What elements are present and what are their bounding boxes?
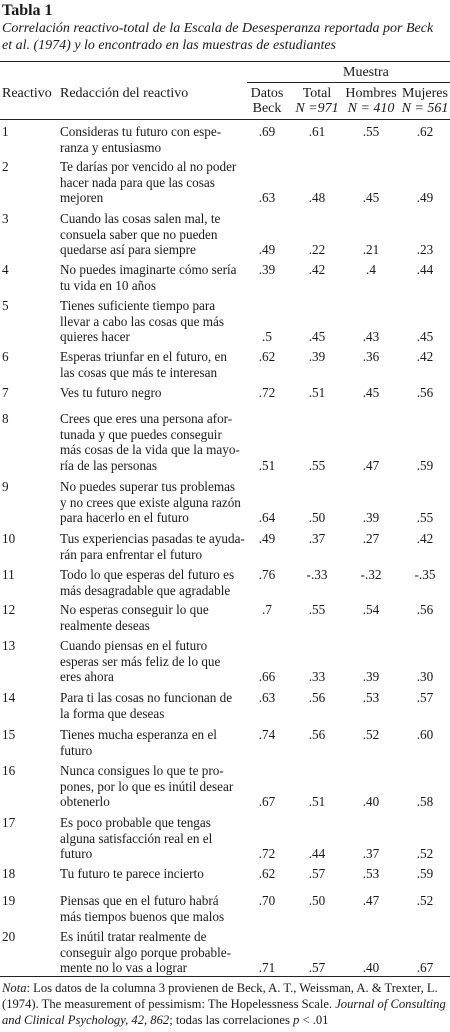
row-text-line: Para ti las cosas no funcionan de <box>60 690 233 705</box>
value-datos-beck: .62 <box>258 349 276 364</box>
note-p: p <box>293 1013 300 1027</box>
value-hombres: .39 <box>362 510 380 525</box>
row-number: 12 <box>2 602 16 617</box>
bottom-rule <box>0 976 450 977</box>
value-mujeres: .52 <box>416 846 434 861</box>
value-mujeres: .23 <box>416 242 434 257</box>
row-text-line: y no crees que existe alguna razón <box>60 494 241 510</box>
row-text-line: más tiempos buenos que malos <box>60 908 225 924</box>
row-text-line: más cosas de la vida que la mayo- <box>60 442 240 457</box>
row-text <box>60 866 245 882</box>
header-hombres <box>341 86 401 116</box>
value-total: .44 <box>308 846 326 861</box>
value-total: -.33 <box>306 567 328 582</box>
value-total: .61 <box>308 124 326 139</box>
value-hombres: .21 <box>362 242 380 257</box>
row-text-line: para hacerlo en el futuro <box>60 510 189 525</box>
value-hombres: .53 <box>362 866 380 881</box>
row-number: 19 <box>2 893 16 908</box>
row-text-line: ranza y entusiasmo <box>60 139 162 155</box>
value-total: .33 <box>308 669 326 684</box>
value-total: .22 <box>308 242 326 257</box>
value-mujeres: .59 <box>416 457 434 473</box>
value-datos-beck: .64 <box>258 510 276 525</box>
value-hombres: .36 <box>362 349 380 364</box>
row-text-line: Cuando las cosas salen mal, te <box>60 211 221 226</box>
value-mujeres: .44 <box>416 262 434 277</box>
value-datos-beck: .5 <box>262 329 272 344</box>
value-hombres: -.32 <box>360 567 382 582</box>
value-total: .37 <box>308 531 326 546</box>
row-text-line: conseguir algo porque probable- <box>60 944 232 960</box>
row-text-line: tunada y que puedes conseguir <box>60 426 222 442</box>
value-mujeres: .52 <box>416 893 434 908</box>
value-mujeres: -.35 <box>414 567 436 582</box>
row-number: 13 <box>2 638 16 653</box>
row-text-line: realmente deseas <box>60 617 150 633</box>
row-text-line: hacer nada para que las cosas <box>60 174 215 190</box>
value-mujeres: .62 <box>416 124 434 139</box>
row-text <box>60 262 245 293</box>
row-text-line: alguna satisfacción real en el <box>60 830 213 846</box>
value-hombres: .27 <box>362 531 380 546</box>
value-datos-beck: .49 <box>258 242 276 257</box>
row-text <box>60 298 245 345</box>
value-total: .42 <box>308 262 326 277</box>
row-text-line: quedarse así para siempre <box>60 242 196 257</box>
header-mujeres <box>398 86 450 116</box>
row-text-line: futuro <box>60 742 93 758</box>
value-hombres: .43 <box>362 329 380 344</box>
row-text-line: las cosas que más te interesan <box>60 364 218 380</box>
value-datos-beck: .72 <box>258 846 276 861</box>
row-text-line: mente no lo vas a lograr <box>60 960 188 975</box>
row-text-line: futuro <box>60 846 93 861</box>
row-text-line: tu vida en 10 años <box>60 277 156 293</box>
value-datos-beck: .69 <box>258 124 276 139</box>
value-total: .45 <box>308 329 326 344</box>
row-number: 3 <box>2 211 9 226</box>
row-text-line: Esperas triunfar en el futuro, en <box>60 349 227 364</box>
value-datos-beck: .63 <box>258 190 276 205</box>
row-text <box>60 690 245 721</box>
row-text <box>60 602 245 633</box>
value-datos-beck: .7 <box>262 602 272 617</box>
table-caption: Correlación reactivo-total de la Escala de Desesperanza reportada por Beck et al. (1974) y lo encontrado en las muestras de estudiantes <box>2 21 434 53</box>
top-rule <box>0 61 450 62</box>
value-mujeres: .49 <box>416 190 434 205</box>
row-text <box>60 567 245 598</box>
value-hombres: .52 <box>362 727 380 742</box>
value-datos-beck: .62 <box>258 866 276 881</box>
value-hombres: .54 <box>362 602 380 617</box>
value-total: .51 <box>308 385 326 400</box>
row-number: 15 <box>2 727 16 742</box>
row-text-line: rán para enfrentar el futuro <box>60 546 203 562</box>
row-text-line: No puedes superar tus problemas <box>60 479 236 494</box>
row-text-line: Tienes suficiente tiempo para <box>60 298 216 313</box>
value-total: .50 <box>308 893 326 908</box>
header-datos-line2: Beck <box>252 101 282 116</box>
row-text <box>60 211 245 258</box>
row-text-line: Tu futuro te parece incierto <box>60 866 204 881</box>
value-mujeres: .60 <box>416 727 434 742</box>
row-number: 20 <box>2 929 16 944</box>
row-number: 6 <box>2 349 9 364</box>
row-number: 4 <box>2 262 9 277</box>
row-number: 2 <box>2 159 9 174</box>
row-text-line: Es inútil tratar realmente de <box>60 929 207 944</box>
value-hombres: .53 <box>362 690 380 705</box>
value-total: .56 <box>308 690 326 705</box>
row-number: 16 <box>2 763 16 778</box>
header-mujeres-line2: N = 561 <box>401 101 449 116</box>
group-rule <box>247 82 450 83</box>
value-mujeres: .42 <box>416 531 434 546</box>
row-text-line: Piensas que en el futuro habrá <box>60 893 219 908</box>
value-hombres: .39 <box>362 669 380 684</box>
row-text-line: No esperas conseguir lo que <box>60 602 209 617</box>
row-text <box>60 531 245 562</box>
value-datos-beck: .66 <box>258 669 276 684</box>
row-text-line: mejoren <box>60 190 104 205</box>
value-mujeres: .42 <box>416 349 434 364</box>
row-text-line: Nunca consigues lo que te pro- <box>60 763 224 778</box>
row-text <box>60 159 245 206</box>
value-total: .50 <box>308 510 326 525</box>
row-number: 8 <box>2 411 9 426</box>
row-number: 14 <box>2 690 16 705</box>
row-number: 1 <box>2 124 9 139</box>
row-text-line: No puedes imaginarte cómo sería <box>60 262 237 277</box>
row-text-line: Cuando piensas en el futuro <box>60 638 208 653</box>
row-number: 17 <box>2 815 16 830</box>
value-hombres: .40 <box>362 960 380 975</box>
row-text-line: Crees que eres una persona afor- <box>60 411 233 426</box>
row-text-line: llevar a cabo las cosas que más <box>60 313 225 329</box>
row-text-line: esperas ser más feliz de lo que <box>60 653 221 669</box>
row-text-line: Tienes mucha esperanza en el <box>60 727 217 742</box>
header-rule <box>0 119 450 120</box>
table-note <box>2 980 448 1028</box>
row-text-line: Ves tu futuro negro <box>60 385 162 400</box>
value-datos-beck: .72 <box>258 385 276 400</box>
value-datos-beck: .49 <box>258 531 276 546</box>
header-total <box>290 86 344 116</box>
row-text-line: obtenerlo <box>60 794 110 809</box>
row-text <box>60 479 245 526</box>
row-text <box>60 929 245 976</box>
value-hombres: .4 <box>366 262 376 277</box>
value-total: .57 <box>308 866 326 881</box>
header-hombres-line2: N = 410 <box>347 101 395 116</box>
header-redaccion: Redacción del reactivo <box>60 86 189 101</box>
value-mujeres: .56 <box>416 602 434 617</box>
row-number: 7 <box>2 385 9 400</box>
row-text <box>60 411 245 473</box>
value-datos-beck: .70 <box>258 893 276 908</box>
value-mujeres: .56 <box>416 385 434 400</box>
row-text <box>60 385 245 401</box>
value-datos-beck: .39 <box>258 262 276 277</box>
row-text <box>60 763 245 810</box>
value-mujeres: .59 <box>416 866 434 881</box>
row-number: 11 <box>2 567 15 582</box>
value-mujeres: .55 <box>416 510 434 525</box>
note-text-3: < .01 <box>299 1013 329 1027</box>
value-hombres: .47 <box>362 893 380 908</box>
value-hombres: .37 <box>362 846 380 861</box>
row-text-line: Todo lo que esperas del futuro es <box>60 567 235 582</box>
table-title: Tabla 1 <box>2 2 53 19</box>
value-total: .56 <box>308 727 326 742</box>
value-datos-beck: .63 <box>258 690 276 705</box>
row-number: 10 <box>2 531 16 546</box>
note-journal: Journal of Consulting and Clinical Psychology, 42, 862 <box>2 997 446 1027</box>
row-text <box>60 893 245 924</box>
row-text <box>60 815 245 862</box>
row-text-line: eres ahora <box>60 669 114 684</box>
value-total: .48 <box>308 190 326 205</box>
row-text-line: Es poco probable que tengas <box>60 815 211 830</box>
header-datos-line1: Datos <box>250 86 284 101</box>
value-hombres: .45 <box>362 190 380 205</box>
row-text-line: Tus experiencias pasadas te ayuda- <box>60 531 245 546</box>
header-hombres-line1: Hombres <box>345 86 397 101</box>
note-text-1: : Los datos de la columna 3 provienen de Beck, A. T., Weissman, A. & Trexter, L. (1974). The measurement of pessimism: The Hopelessness Scale. <box>2 981 438 1011</box>
row-text-line: consuela saber que no pueden <box>60 226 218 242</box>
row-number: 18 <box>2 866 16 881</box>
row-text-line: Consideras tu futuro con espe- <box>60 124 222 139</box>
value-mujeres: .45 <box>416 329 434 344</box>
value-hombres: .47 <box>362 457 380 473</box>
value-total: .55 <box>308 602 326 617</box>
value-datos-beck: .74 <box>258 727 276 742</box>
value-datos-beck: .76 <box>258 567 276 582</box>
note-label: Nota <box>2 981 27 995</box>
header-total-line1: Total <box>302 86 332 101</box>
value-mujeres: .58 <box>416 794 434 809</box>
header-datos-beck <box>245 86 289 116</box>
value-total: .57 <box>308 960 326 975</box>
header-group-muestra: Muestra <box>343 65 389 80</box>
row-number: 9 <box>2 479 9 494</box>
value-datos-beck: .71 <box>258 960 276 975</box>
value-hombres: .45 <box>362 385 380 400</box>
header-total-line2: N =971 <box>295 101 339 116</box>
row-text-line: la forma que deseas <box>60 705 165 721</box>
value-datos-beck: .67 <box>258 794 276 809</box>
header-mujeres-line1: Mujeres <box>402 86 448 101</box>
row-number: 5 <box>2 298 9 313</box>
header-reactivo: Reactivo <box>2 86 52 101</box>
value-hombres: .55 <box>362 124 380 139</box>
value-mujeres: .67 <box>416 960 434 975</box>
row-text-line: más desagradable que agradable <box>60 582 231 598</box>
value-hombres: .40 <box>362 794 380 809</box>
row-text-line: ría de las personas <box>60 457 158 473</box>
row-text-line: quieres hacer <box>60 329 130 344</box>
row-text <box>60 727 245 758</box>
value-total: .51 <box>308 794 326 809</box>
value-total: .55 <box>308 457 326 473</box>
row-text <box>60 349 245 380</box>
value-mujeres: .57 <box>416 690 434 705</box>
value-mujeres: .30 <box>416 669 434 684</box>
row-text <box>60 124 245 155</box>
row-text-line: Te darías por vencido al no poder <box>60 159 237 174</box>
row-text-line: pones, por lo que es inútil desear <box>60 778 234 794</box>
value-datos-beck: .51 <box>258 457 276 473</box>
row-text <box>60 638 245 685</box>
note-text-2: ; todas las correlaciones <box>169 1013 293 1027</box>
value-total: .39 <box>308 349 326 364</box>
